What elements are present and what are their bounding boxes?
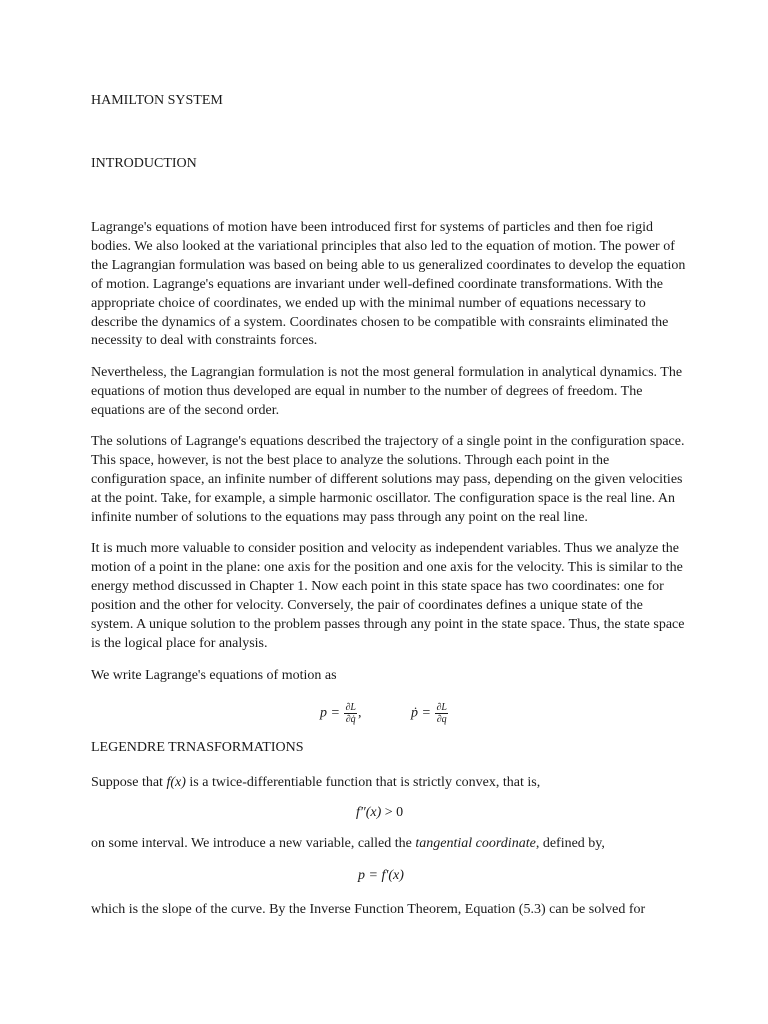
paragraph-legendre-3 <box>91 901 683 920</box>
text-line: is the logical place for analysis. <box>91 635 268 651</box>
fraction-denominator: ∂q <box>436 714 447 725</box>
equation-lhs: ṗ = <box>411 705 431 721</box>
text-line: position and the other for velocity. Conversely, the pair of coordinates defines a unique state of the <box>91 597 643 613</box>
text-line: equations of motion thus developed are equal in number to the number of degrees of freedom. The <box>91 383 643 399</box>
equation-rhs: > 0 <box>381 805 404 820</box>
paragraph-intro-3 <box>91 433 683 528</box>
text-line <box>91 835 683 854</box>
text-line: The solutions of Lagrange's equations described the trajectory of a single point in the configuration space. <box>91 434 685 449</box>
text-span: on some interval. We introduce a new variable, called the <box>91 836 416 851</box>
paragraph-intro-2 <box>91 364 683 421</box>
equation-convexity <box>356 804 403 822</box>
equation-fraction <box>344 702 357 725</box>
text-line: which is the slope of the curve. By the Inverse Function Theorem, Equation (5.3) can be solved for <box>91 902 646 917</box>
italic-term: tangential coordinate <box>415 836 536 851</box>
text-line: system. A unique solution to the problem passes through any point in the state space. Thus, the state space <box>91 616 685 632</box>
equation-lagrange-momentum <box>320 702 361 725</box>
paragraph-intro-5 <box>91 667 683 686</box>
math-inline: f(x) <box>166 775 186 790</box>
text-line: appropriate choice of coordinates, we ended up with the minimal number of equations necessary to <box>91 295 646 311</box>
equation-body: p = f′(x) <box>358 868 404 883</box>
equation-separator: , <box>357 705 362 721</box>
text-span: , defined by, <box>535 836 605 851</box>
text-line: the Lagrangian formulation was based on being able to us generalized coordinates to develop the equation <box>91 257 686 273</box>
fraction-numerator: ∂L <box>345 702 356 713</box>
equation-lhs: p = <box>320 705 340 721</box>
paragraph-intro-4 <box>91 540 683 653</box>
text-line: energy method discussed in Chapter 1. Now each point in this state space has two coordinates: one for <box>91 578 664 594</box>
text-line: configuration space, an infinite number of different solutions may pass, depending on the given velocities <box>91 471 683 487</box>
text-line: Lagrange's equations of motion have been introduced first for systems of particles and then foe rigid <box>91 220 653 235</box>
text-line: bodies. We also looked at the variational principles that also led to the equation of motion. The power of <box>91 238 675 254</box>
text-line: It is much more valuable to consider position and velocity as independent variables. Thus we analyze the <box>91 541 679 556</box>
text-line: motion of a point in the plane: one axis for the position and one axis for the velocity. This is similar to the <box>91 559 683 575</box>
text-line: at the point. Take, for example, a simple harmonic oscillator. The configuration space is the real line. An <box>91 490 675 506</box>
text-line: infinite number of solutions to the equations may pass through any point on the real line. <box>91 509 588 525</box>
text-line: necessity to deal with constraints forces. <box>91 333 318 349</box>
text-line: of motion. Lagrange's equations are invariant under well-defined coordinate transformations. With the <box>91 276 664 292</box>
fraction-denominator: ∂q̇ <box>345 714 356 725</box>
paragraph-legendre-2 <box>91 835 683 854</box>
equation-lagrange-momentum-derivative <box>411 702 449 725</box>
text-span: is a twice-differentiable function that is strictly convex, that is, <box>185 775 541 790</box>
text-line: We write Lagrange's equations of motion as <box>91 668 337 683</box>
section-heading-legendre: LEGENDRE TRNASFORMATIONS <box>91 740 304 755</box>
equation-tangential-coordinate <box>358 867 404 885</box>
text-line: Nevertheless, the Lagrangian formulation is not the most general formulation in analytical dynamics. The <box>91 365 683 380</box>
text-span: Suppose that <box>91 775 167 790</box>
paragraph-legendre-1 <box>91 774 683 793</box>
section-heading-introduction: INTRODUCTION <box>91 156 197 171</box>
text-line: describe the dynamics of a system. Coordinates chosen to be compatible with consraints eliminated the <box>91 314 669 330</box>
fraction-numerator: ∂L <box>436 702 447 713</box>
text-line: This space, however, is not the best place to analyze the solutions. Through each point in the <box>91 452 610 468</box>
text-line <box>91 774 683 793</box>
paragraph-intro-1 <box>91 219 686 351</box>
equation-fraction <box>435 702 448 725</box>
text-line: equations are of the second order. <box>91 402 280 418</box>
document-title: HAMILTON SYSTEM <box>91 93 223 108</box>
equation-lhs: f″(x) <box>356 805 382 820</box>
